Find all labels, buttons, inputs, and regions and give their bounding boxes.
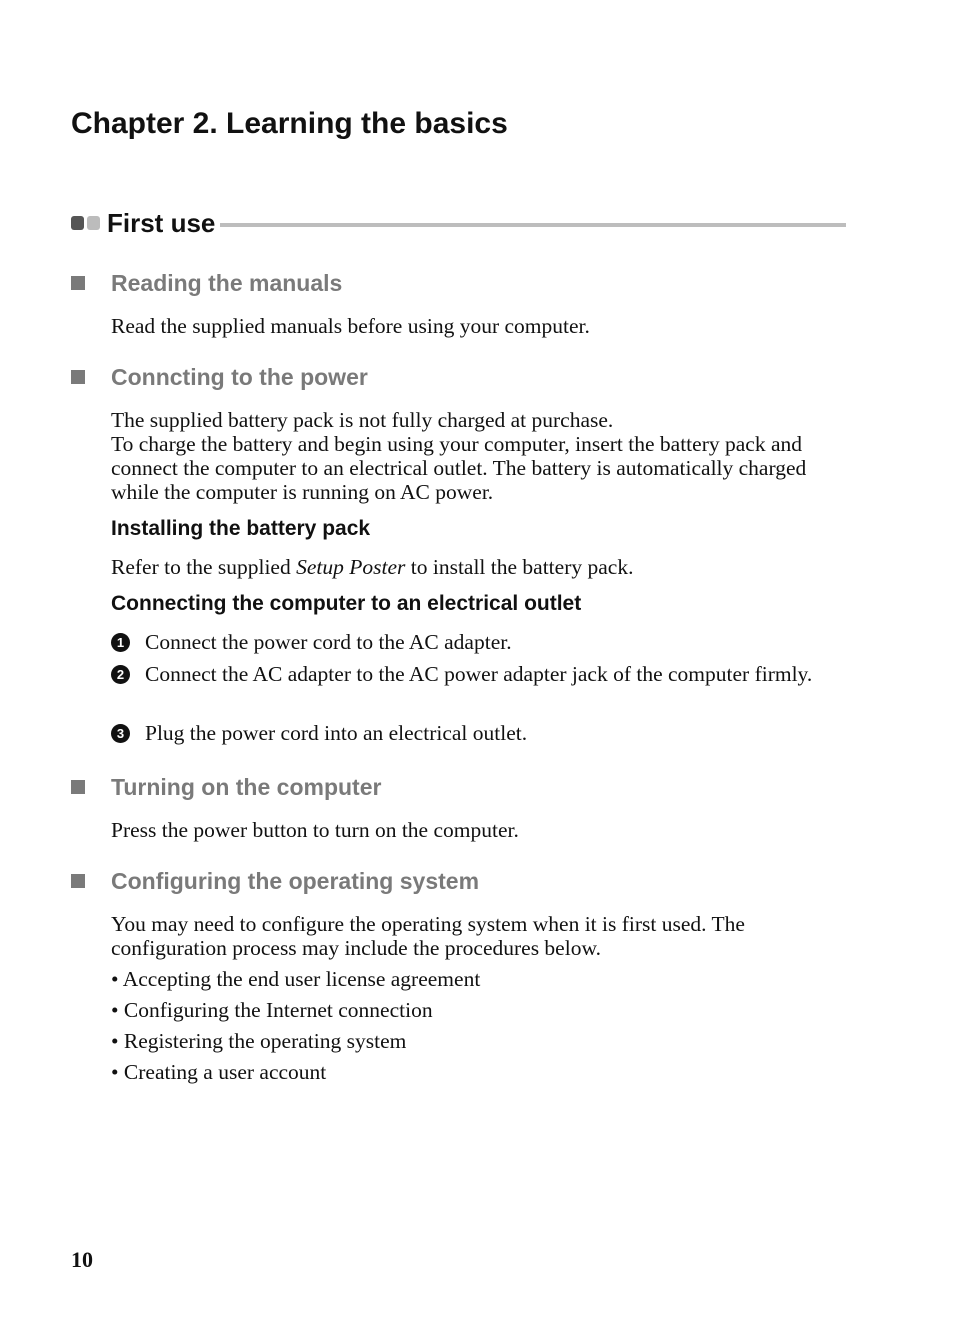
install-text-before: Refer to the supplied [111, 555, 297, 579]
install-heading: Installing the battery pack [111, 517, 371, 540]
section-header-first-use [71, 206, 846, 240]
step-text-2: Connect the AC adapter to the AC power adapter jack of the computer firmly. [145, 662, 813, 686]
subsection-title-reading: Reading the manuals [111, 269, 343, 296]
chapter-title: Chapter 2. Learning the basics [71, 107, 508, 140]
reading-text: Read the supplied manuals before using your computer. [111, 314, 590, 338]
step-text-1: Connect the power cord to the AC adapter. [145, 630, 512, 654]
subsection-title-turning-on: Turning on the computer [111, 773, 382, 800]
install-text [111, 555, 851, 579]
section-divider [220, 223, 846, 227]
step-text-3: Plug the power cord into an electrical outlet. [145, 721, 528, 745]
square-bullet-icon [71, 780, 85, 794]
list-item: • Registering the operating system [111, 1029, 407, 1053]
subsection-header-reading [71, 269, 342, 297]
subsection-header-power [71, 363, 368, 391]
step-number-3-icon: 3 [111, 724, 130, 743]
light-dot-icon [87, 216, 100, 230]
step-number-1-icon: 1 [111, 633, 130, 652]
turning-on-text: Press the power button to turn on the computer. [111, 818, 519, 842]
dark-dot-icon [71, 216, 84, 230]
list-item: • Configuring the Internet connection [111, 998, 433, 1022]
subsection-title-power: Conncting to the power [111, 363, 368, 390]
square-bullet-icon [71, 276, 85, 290]
step-number-2-icon: 2 [111, 665, 130, 684]
configuring-text: You may need to configure the operating system when it is first used. The configuration process may include the procedures below. [111, 912, 745, 960]
list-item: • Creating a user account [111, 1060, 327, 1084]
power-text-2: To charge the battery and begin using your computer, insert the battery pack and connect the computer to an electrical outlet. The battery is automatically charged while the computer is running on AC power. [111, 432, 807, 504]
section-title: First use [107, 208, 216, 238]
power-text-1: The supplied battery pack is not fully charged at purchase. [111, 408, 614, 432]
step-2 [111, 661, 851, 688]
subsection-title-configuring: Configuring the operating system [111, 867, 480, 894]
square-bullet-icon [71, 370, 85, 384]
subsection-header-turning-on [71, 773, 381, 801]
step-1 [111, 629, 851, 656]
connect-heading: Connecting the computer to an electrical outlet [111, 592, 582, 615]
subsection-header-configuring [71, 867, 479, 895]
step-3 [111, 720, 851, 747]
section-dots-icon [71, 216, 100, 230]
configuration-procedure-list [111, 964, 480, 1088]
setup-poster-reference: Setup Poster [296, 555, 406, 579]
square-bullet-icon [71, 874, 85, 888]
install-text-after: to install the battery pack. [405, 555, 634, 579]
list-item: • Accepting the end user license agreement [111, 967, 481, 991]
page-number: 10 [71, 1247, 93, 1272]
